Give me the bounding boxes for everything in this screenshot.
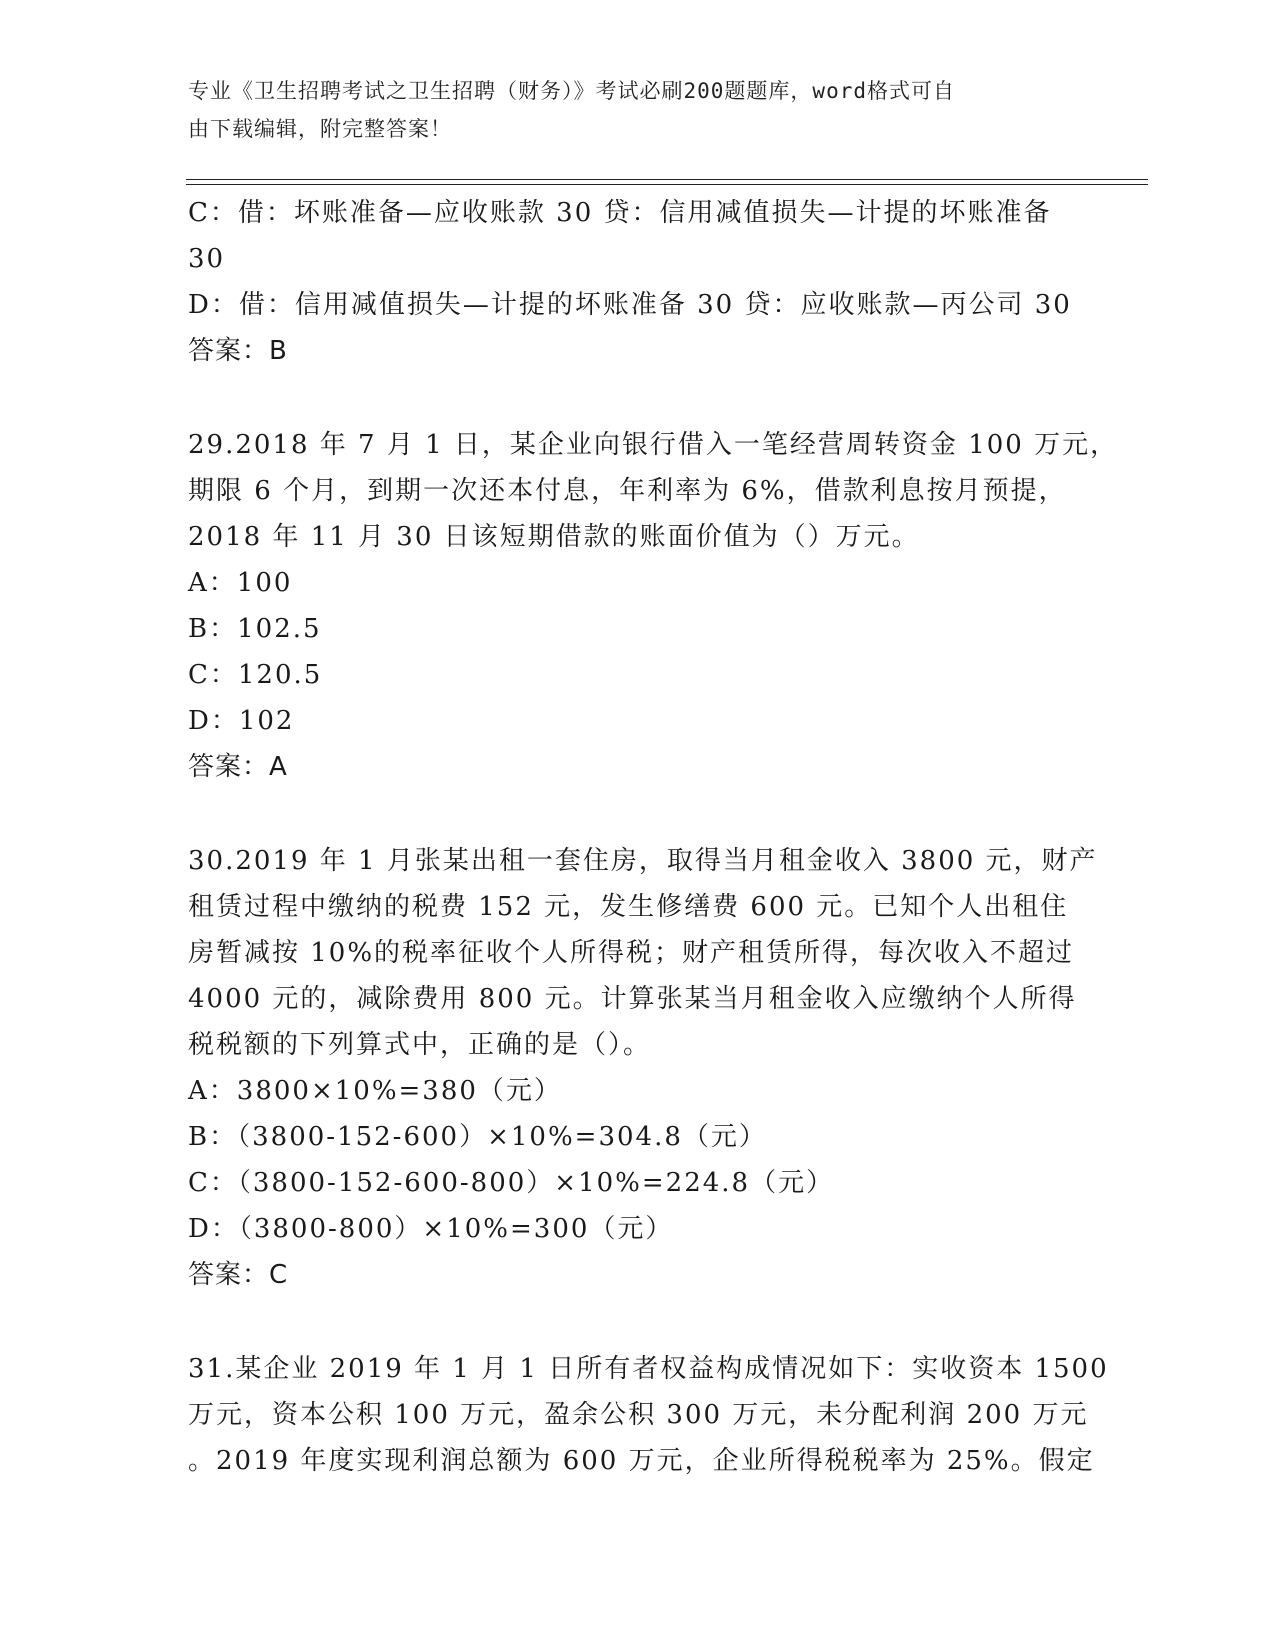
option-b: B：102.5 (188, 614, 322, 644)
header-rule-bottom (186, 184, 1148, 185)
answer-value: C (269, 1260, 289, 1290)
question-stem-line: 31.某企业 2019 年 1 月 1 日所有者权益构成情况如下：实收资本 1500 (188, 1354, 1109, 1384)
question-stem-line: 4000 元的，减除费用 800 元。计算张某当月租金收入应缴纳个人所得 (188, 984, 1077, 1014)
answer-label: 答案： (188, 336, 270, 366)
option-c-line-2: 30 (188, 244, 226, 274)
option-a: A：3800×10%=380（元） (188, 1076, 562, 1106)
option-d: D：（3800-800）×10%=300（元） (188, 1214, 674, 1244)
question-stem-line: 30.2019 年 1 月张某出租一套住房，取得当月租金收入 3800 元，财产 (188, 846, 1098, 876)
answer-line (188, 328, 1088, 374)
document-header (188, 72, 1068, 148)
answer-value: A (269, 752, 288, 782)
question-stem-line: 租赁过程中缴纳的税费 152 元，发生修缮费 600 元。已知个人出租住 (188, 892, 1069, 922)
option-c: C：（3800-152-600-800）×10%=224.8（元） (188, 1168, 835, 1198)
header-rule-top (186, 179, 1148, 180)
option-d: D：借：信用减值损失—计提的坏账准备 30 贷：应收账款—丙公司 30 (188, 290, 1072, 320)
question-stem-line: 房暂减按 10%的税率征收个人所得税；财产租赁所得，每次收入不超过 (188, 938, 1075, 968)
question-stem-line: 29.2018 年 7 月 1 日，某企业向银行借入一笔经营周转资金 100 万元， (188, 430, 1119, 460)
question-stem-line: 万元，资本公积 100 万元，盈余公积 300 万元，未分配利润 200 万元 (188, 1400, 1089, 1430)
option-c-line-1: C：借：坏账准备—应收账款 30 贷：信用减值损失—计提的坏账准备 (188, 198, 1052, 228)
question-31 (188, 1346, 1109, 1484)
question-stem-line: 2018 年 11 月 30 日该短期借款的账面价值为（）万元。 (188, 522, 920, 552)
answer-value: B (269, 336, 288, 366)
question-29 (188, 422, 1119, 790)
option-c: C：120.5 (188, 660, 323, 690)
spacer (188, 1298, 1088, 1346)
answer-line (188, 744, 1088, 790)
header-line-2: 由下载编辑，附完整答案！ (188, 117, 452, 141)
option-b: B：（3800-152-600）×10%=304.8（元） (188, 1122, 767, 1152)
option-d: D：102 (188, 706, 295, 736)
question-stem-line: 税税额的下列算式中，正确的是（）。 (188, 1030, 652, 1060)
question-30 (188, 838, 1098, 1298)
header-line-1: 专业《卫生招聘考试之卫生招聘（财务）》考试必刷200题题库，word格式可自 (188, 79, 955, 103)
prev-question (188, 190, 1088, 374)
document-body (188, 190, 1119, 1484)
spacer (188, 374, 1088, 422)
spacer (188, 790, 1088, 838)
question-stem-line: 期限 6 个月，到期一次还本付息，年利率为 6%，借款利息按月预提， (188, 476, 1067, 506)
option-a: A：100 (188, 568, 293, 598)
answer-label: 答案： (188, 1260, 270, 1290)
question-stem-line: 。2019 年度实现利润总额为 600 万元，企业所得税税率为 25%。假定 (188, 1446, 1095, 1476)
answer-label: 答案： (188, 752, 270, 782)
answer-line (188, 1252, 1088, 1298)
